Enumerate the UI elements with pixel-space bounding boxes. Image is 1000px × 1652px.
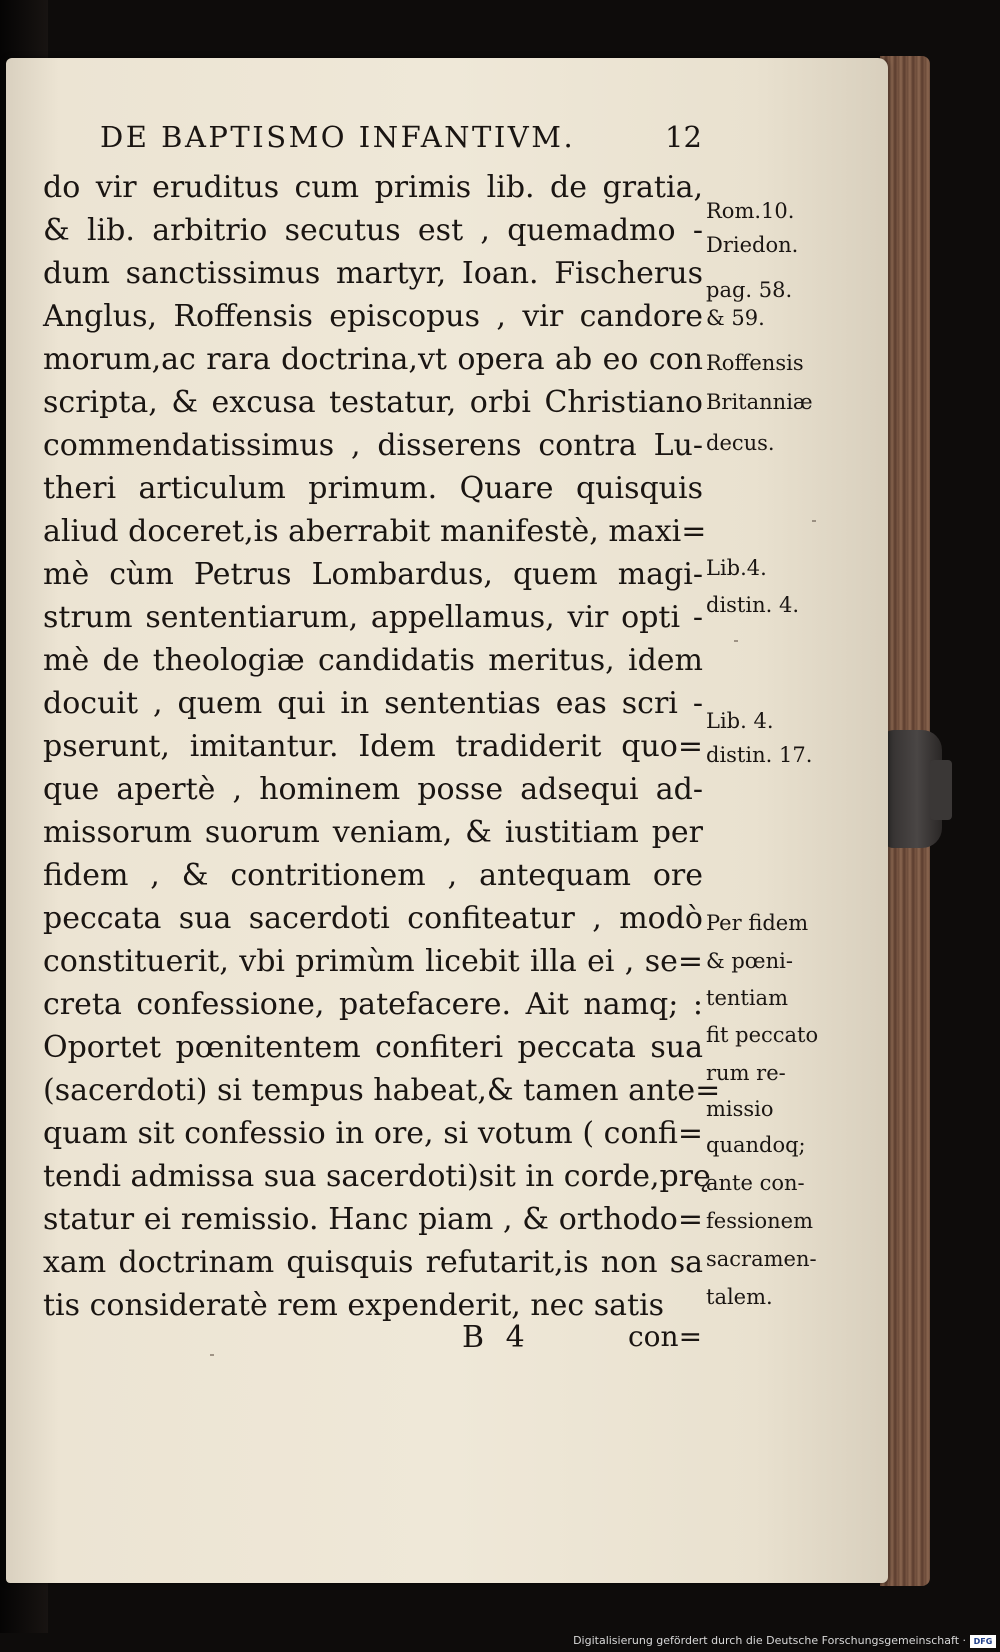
text-line: tis consideratè rem expenderit, nec satis: [43, 1288, 665, 1323]
margin-note: distin. 4.: [706, 593, 800, 617]
margin-note: decus.: [706, 431, 775, 455]
margin-note: Lib. 4.: [706, 709, 774, 733]
margin-note: distin. 17.: [706, 743, 813, 767]
margin-note: fessionem: [706, 1209, 813, 1233]
paper-speck: [210, 1354, 214, 1356]
bookmark-strap: [930, 760, 952, 820]
margin-note: Driedon.: [706, 233, 799, 257]
body-text: [43, 166, 721, 1327]
text-line: do vir eruditus cum primis lib. de gratia,: [43, 170, 703, 205]
running-head: DE BAPTISMO INFANTIVM.: [100, 120, 576, 154]
paper-speck: [812, 520, 816, 522]
margin-note: talem.: [706, 1285, 773, 1309]
margin-note: Per fidem: [706, 911, 809, 935]
margin-note: sacramen-: [706, 1247, 817, 1271]
margin-note: Britanniæ: [706, 390, 813, 414]
text-line: mè de theologiæ candidatis meritus, idem: [43, 643, 703, 678]
page-number: 12: [665, 120, 702, 154]
text-line: scripta, & excusa testatur, orbi Christiano: [43, 385, 703, 420]
margin-note: & pœni-: [706, 949, 793, 973]
text-line: & lib. arbitrio secutus est , quemadmo -: [43, 213, 703, 248]
text-line: strum sententiarum, appellamus, vir opti -: [43, 600, 703, 635]
text-line: commendatissimus , disserens contra Lu-: [43, 428, 703, 463]
margin-note: Roffensis: [706, 351, 804, 375]
text-line: fidem , & contritionem , antequam ore: [43, 858, 703, 893]
signature-mark: B 4: [462, 1320, 531, 1355]
paper-speck: [734, 640, 738, 642]
text-line: docuit , quem qui in sententias eas scri -: [43, 686, 703, 721]
margin-note: missio: [706, 1097, 774, 1121]
text-line: dum sanctissimus martyr, Ioan. Fischerus: [43, 256, 703, 291]
text-line: que apertè , hominem posse adsequi ad-: [43, 772, 703, 807]
text-line: Anglus, Roffensis episcopus , vir candore: [43, 299, 703, 334]
text-line: peccata sua sacerdoti confiteatur , modò: [43, 901, 703, 936]
funding-notice: Digitalisierung gefördert durch die Deutsche Forschungsgemeinschaft ·: [573, 1634, 966, 1647]
text-line: quam sit confessio in ore, si votum ( confi=: [43, 1116, 703, 1151]
text-line: (sacerdoti) si tempus habeat,& tamen ante=: [43, 1073, 721, 1108]
footer-bar: [0, 1633, 1000, 1652]
text-line: Oportet pœnitentem confiteri peccata sua: [43, 1030, 703, 1065]
text-line: xam doctrinam quisquis refutarit,is non sa: [43, 1245, 703, 1280]
margin-note: fit peccato: [706, 1023, 819, 1047]
text-line: tendi admissa sua sacerdoti)sit in corde,prę: [43, 1159, 711, 1194]
margin-note: Lib.4.: [706, 556, 767, 580]
text-line: statur ei remissio. Hanc piam , & orthodo=: [43, 1202, 703, 1237]
margin-note: rum re-: [706, 1061, 786, 1085]
text-line: pserunt, imitantur. Idem tradiderit quo=: [43, 729, 703, 764]
margin-note: ante con-: [706, 1171, 805, 1195]
text-line: missorum suorum veniam, & iustitiam per: [43, 815, 703, 850]
margin-note: Rom.10.: [706, 199, 795, 223]
text-line: constituerit, vbi primùm licebit illa ei , se=: [43, 944, 703, 979]
text-line: mè cùm Petrus Lombardus, quem magi-: [43, 557, 703, 592]
catchword: con=: [628, 1320, 703, 1353]
catchword-line: [0, 1320, 880, 1360]
text-line: theri articulum primum. Quare quisquis: [43, 471, 703, 506]
margin-note: tentiam: [706, 986, 788, 1010]
text-line: creta confessione, patefacere. Ait namq; :: [43, 987, 703, 1022]
dfg-logo: DFG: [970, 1635, 996, 1648]
text-line: aliud doceret,is aberrabit manifestè, maxi=: [43, 514, 707, 549]
text-line: morum,ac rara doctrina,vt opera ab eo con: [43, 342, 703, 377]
margin-note: pag. 58.: [706, 278, 793, 302]
margin-note: & 59.: [706, 306, 765, 330]
margin-note: quandoq;: [706, 1133, 806, 1157]
